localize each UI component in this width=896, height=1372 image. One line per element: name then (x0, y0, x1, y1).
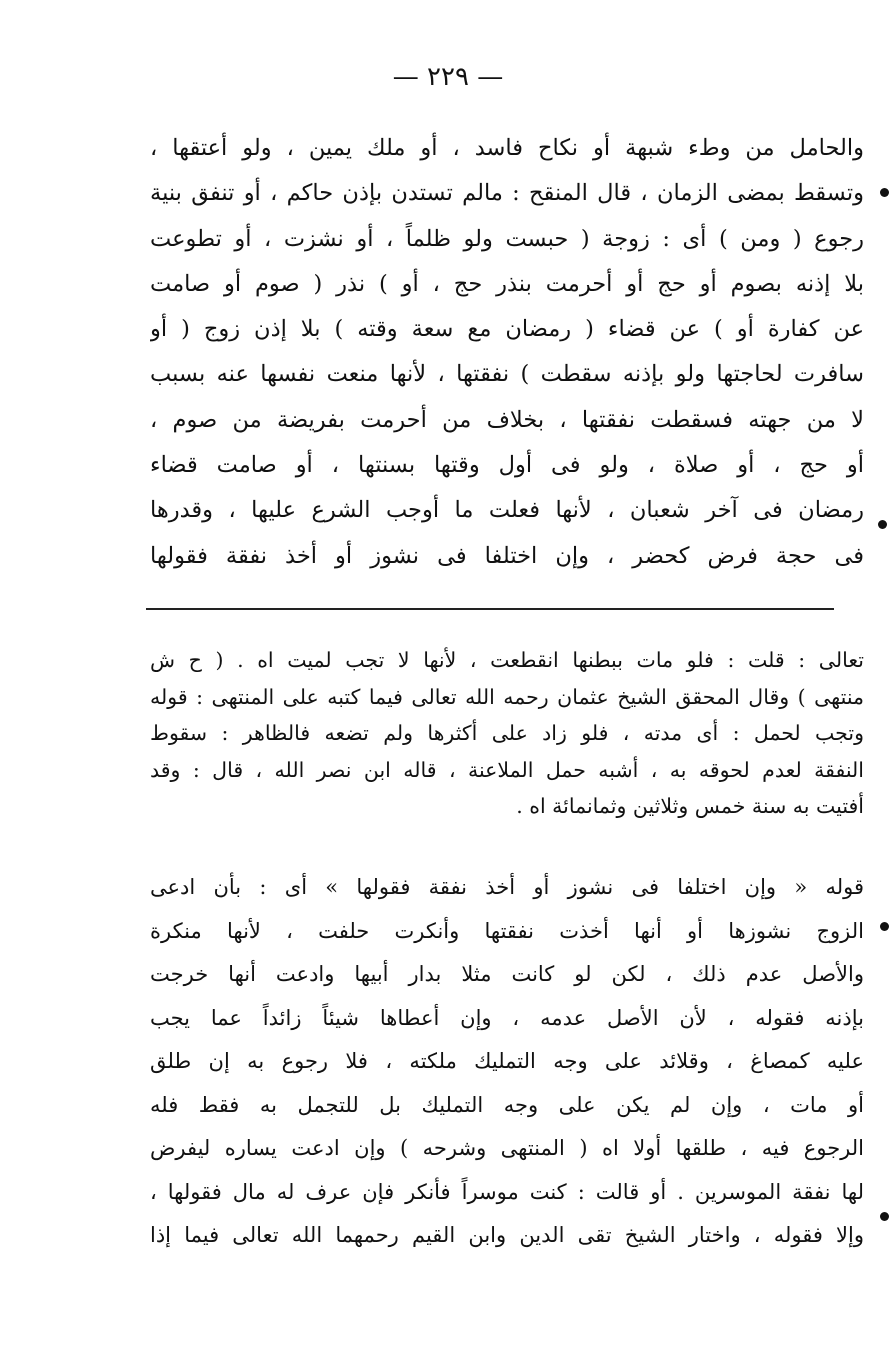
footnote-line: لها نفقة الموسرين . أو قالت : كنت موسراً فأنكر فإن عرف له مال فقولها ، (150, 1179, 864, 1204)
text-line: والحامل من وطء شبهة أو نكاح فاسد ، أو ملك يمين ، ولو أعتقها ، (150, 135, 864, 161)
footnote-line: قوله « وإن اختلفا فى نشوز أو أخذ نفقة فقولها » أى : بأن ادعى (150, 875, 864, 899)
footnote-line: النفقة لعدم لحوقه به ، أشبه حمل الملاعنة ، قاله ابن نصر الله ، قال : وقد (150, 757, 864, 782)
footnote-line: الرجوع فيه ، طلقها أولا اه ( المنتهى وشرحه ) وإن ادعت يساره ليفرض (150, 1136, 864, 1160)
margin-mark (880, 188, 889, 197)
text-line: وتسقط بمضى الزمان ، قال المنقح : مالم تستدن بإذن حاكم ، أو تنفق بنية (150, 180, 864, 207)
footnote-line: أفتيت به سنة خمس وثلاثين وثمانمائة اه . (516, 794, 864, 819)
page-number: — ٢٢٩ — (392, 62, 504, 92)
footnote-line: بإذنه فقوله ، لأن الأصل عدمه ، وإن أعطاها شيئاً زائداً عما يجب (150, 1005, 864, 1030)
footnote-line: منتهى ) وقال المحقق الشيخ عثمان رحمه الله تعالى فيما كتبه على المنتهى : قوله (150, 684, 864, 709)
footnote-line: وتجب لحمل : أى مدته ، فلو زاد على أكثرها ولم تضعه فالظاهر : سقوط (150, 721, 864, 746)
text-line: بلا إذنه بصوم أو حج أو أحرمت بنذر حج ، أو ) نذر ( صوم أو صامت (150, 270, 864, 297)
text-line: سافرت لحاجتها ولو بإذنه سقطت ) نفقتها ، لأنها منعت نفسها عنه بسبب (150, 361, 864, 388)
footnote-line: أو مات ، وإن لم يكن على وجه التمليك بل للتجمل به فقط فله (150, 1092, 864, 1117)
margin-mark (878, 520, 887, 529)
text-line: فى حجة فرض كحضر ، وإن اختلفا فى نشوز أو أخذ نفقة فقولها (150, 542, 864, 569)
footnote-divider (146, 608, 834, 610)
margin-mark (880, 922, 889, 931)
text-line: عن كفارة أو ) عن قضاء ( رمضان مع سعة وقته ) بلا إذن زوج ( أو (150, 316, 864, 343)
text-line: رجوع ( ومن ) أى : زوجة ( حبست ولو ظلماً ، أو نشزت ، أو تطوعت (150, 225, 864, 252)
main-text (150, 126, 864, 579)
text-line: رمضان فى آخر شعبان ، لأنها فعلت ما أوجب الشرع عليها ، وقدرها (150, 497, 864, 524)
footnote-block (150, 866, 864, 1258)
footnote-line: وإلا فقوله ، واختار الشيخ تقى الدين وابن القيم رحمهما الله تعالى فيما إذا (150, 1223, 864, 1247)
text-line: لا من جهته فسقطت نفقتها ، بخلاف من أحرمت بفريضة من صوم ، (150, 406, 864, 433)
footnote-block (150, 642, 864, 825)
footnote-line: والأصل عدم ذلك ، لكن لو كانت مثلا بدار أبيها وادعت أنها خرجت (150, 962, 864, 986)
footnote-line: تعالى : قلت : فلو مات ببطنها انقطعت ، لأنها لا تجب لميت اه . ( ح ش (150, 648, 864, 672)
margin-mark (880, 1212, 889, 1221)
footnote-line: عليه كمصاغ ، وقلائد على وجه التمليك ملكته ، فلا رجوع به إن طلق (150, 1049, 864, 1073)
text-line: أو حج ، أو صلاة ، ولو فى أول وقتها بسنتها ، أو صامت قضاء (150, 452, 864, 479)
footnote-line: الزوج نشوزها أو أنها أخذت نفقتها وأنكرت حلفت ، لأنها منكرة (150, 918, 864, 943)
